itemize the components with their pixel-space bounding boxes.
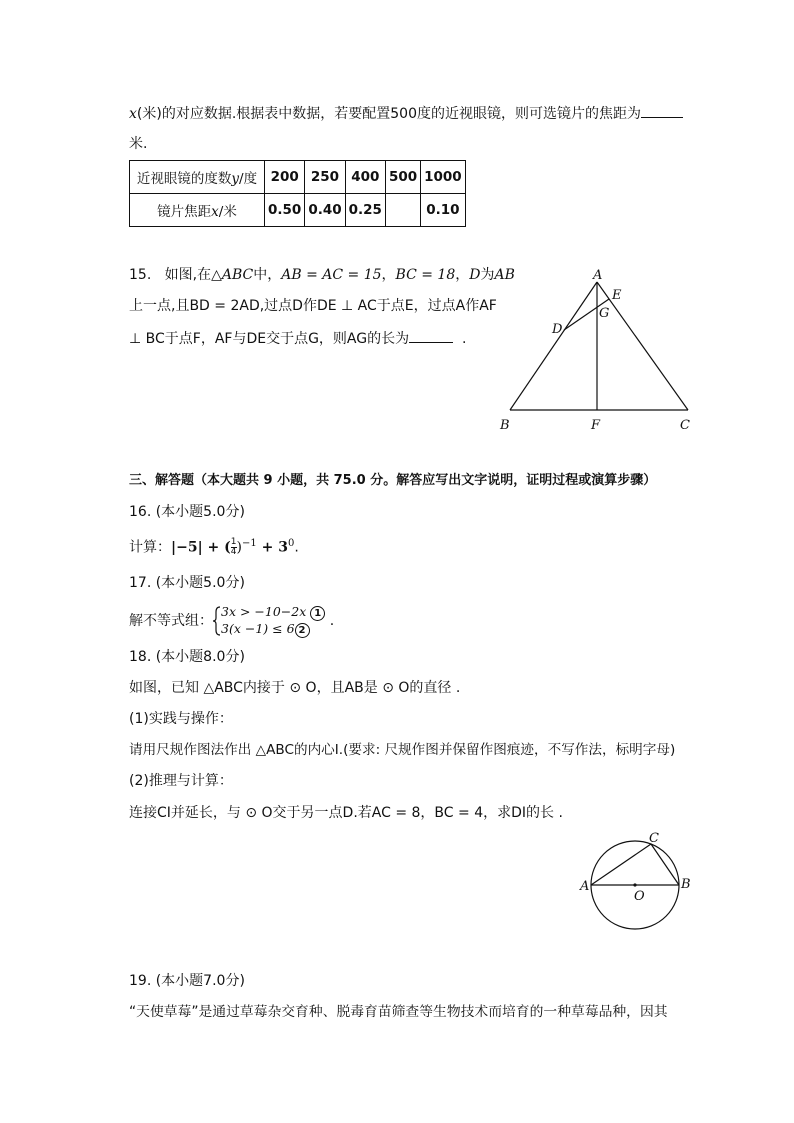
table-row bbox=[130, 161, 466, 194]
table-cell: 0.10 bbox=[421, 194, 466, 227]
table-row bbox=[130, 194, 466, 227]
q15-line3: ⊥ BC于点F，AF与DE交于点G，则AG的长为 . bbox=[129, 328, 466, 349]
q16-expression: 计算：|−5| + ( $\frac{1}{4}$ )$^{-1} + 3^0$. bbox=[129, 537, 299, 558]
circled-number-1: 1 bbox=[310, 606, 325, 621]
q14-line1-text: (米)的对应数据.根据表中数据，若要配置500度的近视眼镜，则可选镜片的焦距为 bbox=[136, 106, 641, 122]
label-c: C bbox=[680, 418, 690, 433]
q14-line1 bbox=[129, 103, 683, 124]
q18-line1: 如图，已知 △ABC内接于 ⊙ O，且AB是 ⊙ O的直径 . bbox=[129, 680, 461, 696]
brace-icon bbox=[213, 606, 221, 636]
table-header-degree: 近视眼镜的度数y/度 bbox=[130, 161, 265, 194]
label-o: O bbox=[634, 889, 645, 904]
var-x: x bbox=[129, 106, 137, 122]
section-3-title: 三、解答题（本大题共 9 小题，共 75.0 分。解答应写出文字说明，证明过程或演算步骤） bbox=[129, 473, 657, 488]
table-cell: 0.25 bbox=[345, 194, 385, 227]
label-f: F bbox=[591, 418, 601, 433]
triangle-figure bbox=[490, 262, 710, 437]
chord-bc bbox=[651, 844, 679, 885]
edge-ac bbox=[597, 282, 688, 410]
q19-header: 19. (本小题7.0分) bbox=[129, 973, 245, 989]
q17-header: 17. (本小题5.0分) bbox=[129, 575, 245, 591]
table-cell: 500 bbox=[385, 161, 420, 194]
table-header-focal: 镜片焦距x/米 bbox=[130, 194, 265, 227]
fraction: $\frac{1}{4}$ bbox=[230, 537, 237, 558]
q19-line1: “天使草莓”是通过草莓杂交育种、脱毒育苗筛查等生物技术而培育的一种草莓品种，因其 bbox=[129, 1004, 668, 1020]
circled-number-2: 2 bbox=[295, 623, 310, 638]
table-cell: 0.40 bbox=[305, 194, 345, 227]
edge-ab bbox=[510, 282, 597, 410]
answer-blank-q15[interactable] bbox=[409, 328, 453, 343]
label-a: A bbox=[593, 268, 603, 283]
table-cell: 250 bbox=[305, 161, 345, 194]
center-point bbox=[633, 883, 636, 886]
table-cell-empty bbox=[385, 194, 420, 227]
label-e: E bbox=[612, 288, 622, 303]
q15-line1: 15. 如图,在△ABC中，AB = AC = 15，BC = 18，D为AB bbox=[129, 267, 515, 283]
circle-figure bbox=[575, 828, 695, 933]
label-a: A bbox=[580, 879, 590, 894]
q17-system: 解不等式组： 3x > −10−2x 1 3(x −1) ≤ 6 2 . bbox=[129, 604, 335, 636]
focal-length-table bbox=[129, 160, 466, 227]
q15-line2: 上一点,且BD = 2AD,过点D作DE ⊥ AC于点E，过点A作AF bbox=[129, 298, 497, 314]
chord-ac bbox=[591, 844, 651, 885]
label-b: B bbox=[681, 877, 691, 892]
label-g: G bbox=[599, 306, 610, 321]
q18-part1-text: 请用尺规作图法作出 △ABC的内心I.(要求: 尺规作图并保留作图痕迹，不写作法，标明字母) bbox=[129, 742, 676, 758]
q18-header: 18. (本小题8.0分) bbox=[129, 649, 245, 665]
q18-part2-text: 连接CI并延长，与 ⊙ O交于另一点D.若AC = 8，BC = 4，求DI的长 . bbox=[129, 805, 563, 821]
q16-header: 16. (本小题5.0分) bbox=[129, 504, 245, 520]
table-cell: 200 bbox=[265, 161, 305, 194]
answer-blank-q14[interactable] bbox=[641, 103, 683, 118]
label-b: B bbox=[500, 418, 510, 433]
table-cell: 400 bbox=[345, 161, 385, 194]
q18-part1-title: (1)实践与操作： bbox=[129, 711, 233, 727]
q14-line2: 米. bbox=[129, 136, 148, 152]
table-cell: 1000 bbox=[421, 161, 466, 194]
label-d: D bbox=[552, 322, 563, 337]
label-c: C bbox=[649, 831, 659, 846]
table-cell: 0.50 bbox=[265, 194, 305, 227]
q18-part2-title: (2)推理与计算： bbox=[129, 773, 233, 789]
